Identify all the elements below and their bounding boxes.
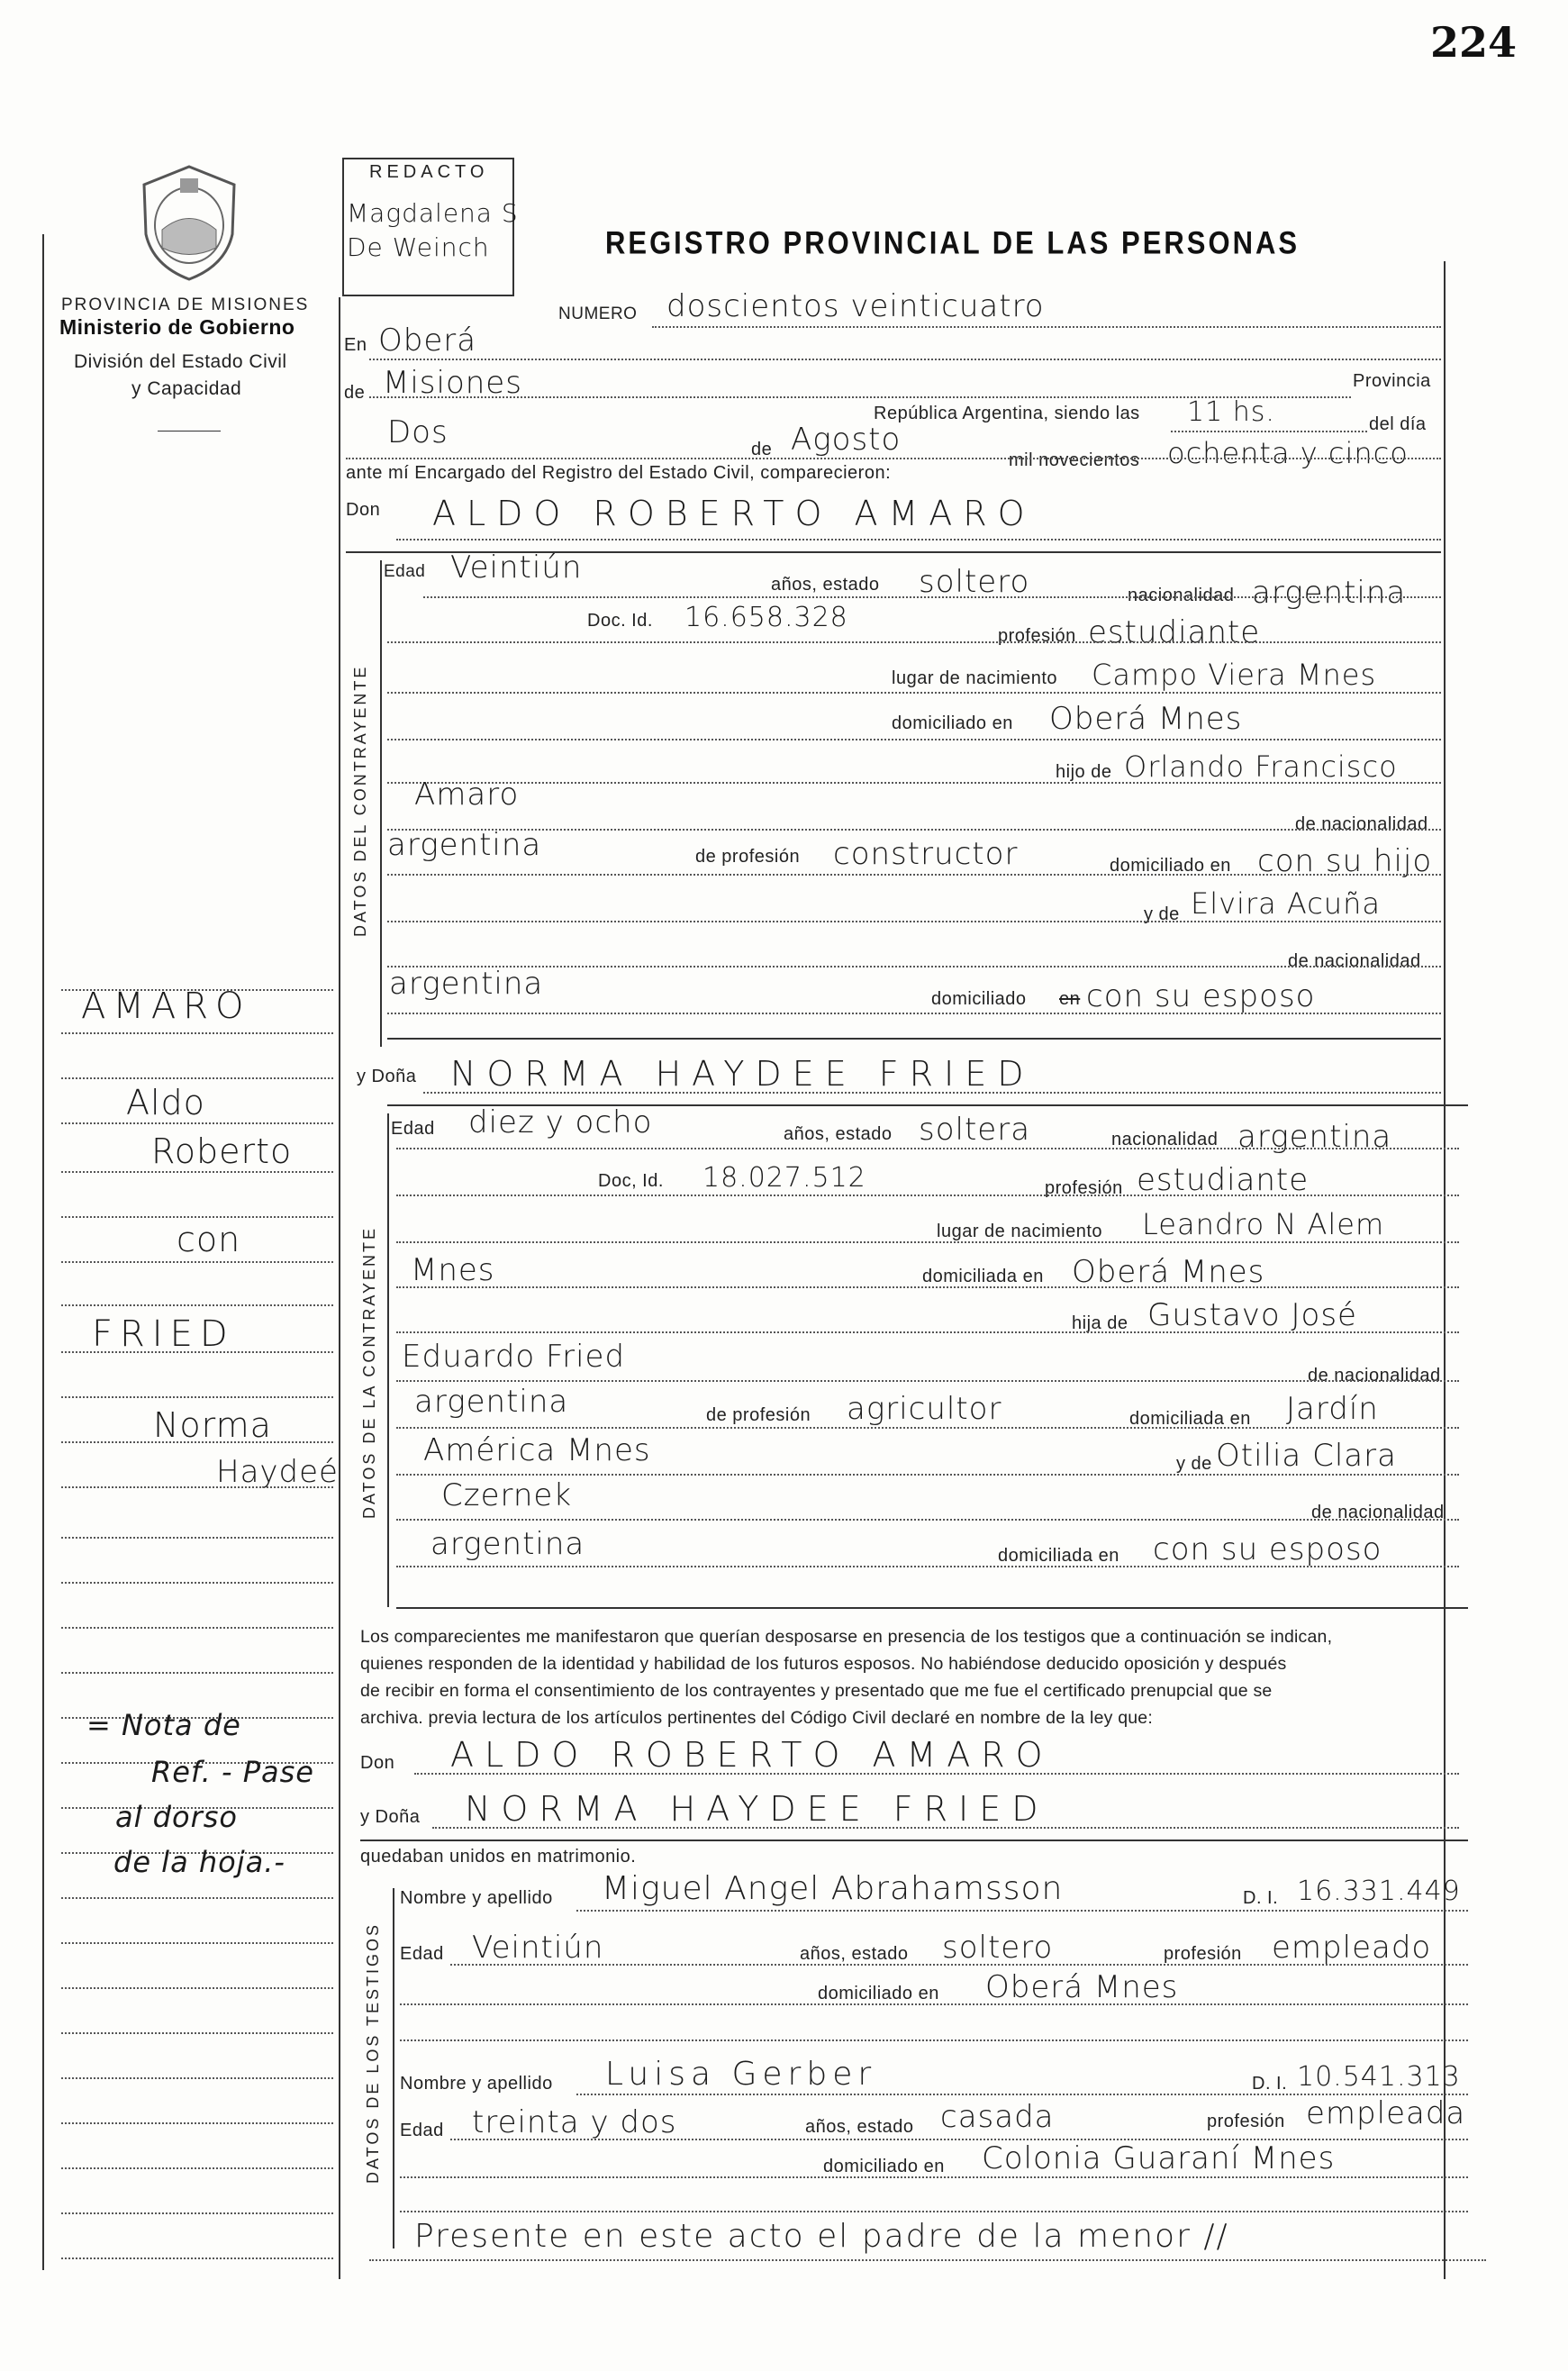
f-edad-line xyxy=(396,1148,1459,1149)
f-madre-domiciliada-label: domiciliada en xyxy=(998,1546,1119,1566)
f-lugar-nac-label: lugar de nacimiento xyxy=(937,1222,1103,1241)
decl-dona-label: y Doña xyxy=(360,1807,421,1827)
declaracion-line1: Los comparecientes me manifestaron que querían desposarse en presencia de los testigos que a continuación se indican, xyxy=(360,1627,1333,1647)
provincia-label: Provincia xyxy=(1353,371,1431,391)
provincial-seal-icon xyxy=(135,162,243,288)
margin-apellido1: AMARO xyxy=(81,986,251,1027)
margin-nombre1-line2: Roberto xyxy=(151,1131,293,1171)
t1-di-value: 16.331.449 xyxy=(1297,1876,1461,1907)
c-padre-line2: Amaro xyxy=(414,777,520,813)
division-line2: y Capacidad xyxy=(131,378,242,399)
f-lugar-line xyxy=(396,1241,1459,1243)
c-edad-line xyxy=(423,596,1441,598)
c-anios-estado-label: años, estado xyxy=(771,575,880,595)
declaracion-line3: de recibir en forma el consentimiento de los contrayentes y presentado que me fue el certificado prenupcial que se xyxy=(360,1681,1273,1701)
c-padre-profesion-label: de profesión xyxy=(695,847,801,867)
margin-line-9 xyxy=(61,1351,333,1353)
redacto-name-line2: De Weinch xyxy=(347,232,490,262)
don-line xyxy=(396,539,1441,541)
f-y-de-label: y de xyxy=(1176,1454,1212,1474)
f-nacionalidad-label: nacionalidad xyxy=(1111,1130,1219,1149)
margin-line-3 xyxy=(61,1077,333,1079)
c-profesion-value: estudiante xyxy=(1088,614,1261,650)
hora-value: 11 hs. xyxy=(1187,396,1275,428)
decl-dona-value: NORMA HAYDEE FRIED xyxy=(465,1789,1049,1829)
margin-line-29 xyxy=(61,2257,333,2259)
contrayente-section-label: DATOS DEL CONTRAYENTE xyxy=(351,664,369,937)
margin-nombre2-line1: Norma xyxy=(153,1405,272,1445)
decl-don-value: ALDO ROBERTO AMARO xyxy=(450,1735,1054,1775)
t1-domicilio-value: Oberá Mnes xyxy=(985,1969,1179,2005)
provincia-value: Misiones xyxy=(383,365,522,401)
t1-nombre-line xyxy=(576,1910,1468,1912)
numero-value: doscientos veinticuatro xyxy=(666,288,1045,324)
c-doc-line xyxy=(387,641,1441,643)
de-mes-label: de xyxy=(751,440,773,459)
redacto-name-line1: Magdalena S xyxy=(347,198,519,228)
t2-nombre-value: Luisa Gerber xyxy=(605,2056,877,2093)
margin-line-2 xyxy=(61,1032,333,1034)
margin-line-15 xyxy=(61,1627,333,1629)
margin-line-27 xyxy=(61,2167,333,2169)
fecha-line xyxy=(346,458,1441,459)
nota-final: Presente en este acto el padre de la menor // xyxy=(414,2218,1229,2255)
c-hijo-line xyxy=(387,782,1441,784)
c-padre-nacionalidad-label: de nacionalidad xyxy=(1295,814,1428,834)
f-section-end-line xyxy=(396,1607,1468,1609)
f-lugar-nac-line2: Mnes xyxy=(411,1252,495,1288)
c-edad-value: Veintiún xyxy=(450,550,583,586)
c-lugar-line xyxy=(387,692,1441,694)
c-nacionalidad-value: argentina xyxy=(1252,575,1407,611)
dia-value: Dos xyxy=(387,414,449,450)
f-doc-label: Doc, Id. xyxy=(598,1171,664,1191)
t2-edad-label: Edad xyxy=(400,2121,444,2140)
f-madre-dom-line xyxy=(396,1566,1459,1567)
decl-dona-line xyxy=(432,1827,1459,1829)
en-line xyxy=(369,359,1441,360)
t2-anios-estado-label: años, estado xyxy=(805,2117,914,2137)
f-padre-nac-line xyxy=(396,1380,1459,1382)
c-padre-prof-line xyxy=(387,874,1441,876)
t2-nombre-label: Nombre y apellido xyxy=(400,2074,553,2094)
margin-column-line xyxy=(339,297,340,2279)
numero-label: NUMERO xyxy=(558,304,638,323)
decl-don-line xyxy=(414,1773,1459,1775)
margin-nombre1-line1: Aldo xyxy=(126,1083,205,1122)
margin-nota-line3: al dorso xyxy=(115,1800,238,1834)
document-title: REGISTRO PROVINCIAL DE LAS PERSONAS xyxy=(605,224,1301,261)
margin-line-5 xyxy=(61,1171,333,1173)
c-madre-value: Elvira Acuña xyxy=(1191,886,1381,921)
decl-dona-underline xyxy=(360,1840,1468,1841)
f-estado-value: soltera xyxy=(919,1112,1031,1148)
f-madre-nac-label: de nacionalidad xyxy=(1311,1503,1445,1522)
mes-value: Agosto xyxy=(791,422,902,458)
margin-line-23 xyxy=(61,1987,333,1989)
declaracion-line2: quienes responden de la identidad y habilidad de los futuros esposos. No habiéndose deducido oposición y después xyxy=(360,1654,1287,1674)
t1-profesion-value: empleado xyxy=(1272,1930,1432,1966)
testigos-bracket xyxy=(393,1888,394,2248)
redacto-label: REDACTO xyxy=(369,162,489,182)
division-line1: División del Estado Civil xyxy=(74,351,287,372)
c-madre-domiciliado-label: domiciliado xyxy=(931,989,1027,1009)
c-padre-domiciliado-label: domiciliado en xyxy=(1110,856,1231,876)
contrayente-f-bracket xyxy=(387,1113,389,1607)
margin-line-14 xyxy=(61,1582,333,1584)
testigos-section-label: DATOS DE LOS TESTIGOS xyxy=(364,1921,382,2184)
f-domiciliada-label: domiciliada en xyxy=(922,1267,1044,1286)
margin-nota-line4: de la hoja.- xyxy=(113,1845,286,1879)
f-doc-value: 18.027.512 xyxy=(702,1162,866,1194)
c-madre-nacionalidad: argentina xyxy=(389,966,544,1002)
c-madre-dom-line xyxy=(387,1013,1441,1014)
f-padre-profesion-label: de profesión xyxy=(706,1405,811,1425)
t1-nombre-value: Miguel Angel Abrahamsson xyxy=(602,1870,1064,1907)
t2-edad-value: treinta y dos xyxy=(472,2104,677,2140)
hora-line xyxy=(1171,431,1367,432)
ante-text: ante mí Encargado del Registro del Estado Civil, comparecieron: xyxy=(346,463,892,483)
don-value: ALDO ROBERTO AMARO xyxy=(432,494,1036,533)
republica-text: República Argentina, siendo las xyxy=(874,404,1140,423)
margin-line-7 xyxy=(61,1261,333,1263)
t2-domicilio-value: Colonia Guaraní Mnes xyxy=(982,2140,1336,2176)
margin-line-22 xyxy=(61,1942,333,1944)
f-padre-domiciliada-label: domiciliada en xyxy=(1129,1409,1251,1429)
left-edge-line xyxy=(42,234,44,2270)
f-profesion-value: estudiante xyxy=(1137,1162,1310,1198)
t2-profesion-label: profesión xyxy=(1207,2112,1285,2131)
f-padre-nacionalidad: argentina xyxy=(414,1384,569,1420)
c-lugar-nac-label: lugar de nacimiento xyxy=(892,668,1058,688)
margin-line-13 xyxy=(61,1537,333,1539)
c-nacionalidad-label: nacionalidad xyxy=(1128,586,1235,605)
de-label: de xyxy=(344,383,366,403)
don-label: Don xyxy=(346,500,381,520)
c-padre-domicilio: con su hijo xyxy=(1257,843,1433,879)
margin-nombre2-line2: Haydeé xyxy=(216,1454,339,1490)
f-padre-domicilio-line2: América Mnes xyxy=(423,1432,651,1468)
f-dona-line xyxy=(423,1092,1441,1094)
t1-domicilio-line xyxy=(400,2003,1468,2005)
t2-di-value: 10.541.313 xyxy=(1297,2061,1461,2093)
t2-blank-line xyxy=(400,2211,1468,2212)
t1-di-label: D. I. xyxy=(1243,1888,1279,1908)
nota-final-line xyxy=(369,2259,1486,2261)
margin-line-24 xyxy=(61,2032,333,2034)
f-madre-line1: Otilia Clara xyxy=(1216,1438,1397,1474)
c-profesion-label: profesión xyxy=(998,626,1076,646)
margin-line-10 xyxy=(61,1396,333,1398)
t2-profesion-value: empleada xyxy=(1306,2095,1466,2131)
margin-line-28 xyxy=(61,2212,333,2214)
c-hijo-de-label: hijo de xyxy=(1056,762,1112,782)
declaracion-line4: archiva. previa lectura de los artículos pertinentes del Código Civil declaré en nombre de la ley que: xyxy=(360,1708,1153,1728)
margin-apellido2: FRIED xyxy=(92,1313,235,1355)
c-domicilio-line xyxy=(387,739,1441,740)
margin-line-4 xyxy=(61,1122,333,1124)
f-nacionalidad-value: argentina xyxy=(1237,1119,1392,1155)
c-doc-label: Doc. Id. xyxy=(587,611,653,631)
contrayente-bracket xyxy=(380,560,382,1047)
c-madre-line xyxy=(387,921,1441,922)
f-padre-line1: Gustavo José xyxy=(1147,1297,1357,1333)
f-lugar-nac-line1: Leandro N Alem xyxy=(1142,1207,1385,1241)
c-padre-nac-line xyxy=(387,829,1441,831)
c-padre-line1: Orlando Francisco xyxy=(1124,749,1398,784)
page-number: 224 xyxy=(1430,18,1518,67)
f-doc-line xyxy=(396,1195,1459,1196)
t1-nombre-label: Nombre y apellido xyxy=(400,1888,553,1908)
header-divider xyxy=(158,431,221,432)
t1-anios-estado-label: años, estado xyxy=(800,1944,909,1964)
c-madre-domicilio-strike: en xyxy=(1059,989,1081,1009)
c-section-end-line xyxy=(387,1038,1441,1040)
margin-line-26 xyxy=(61,2122,333,2124)
t1-edad-value: Veintiún xyxy=(472,1930,604,1966)
en-label: En xyxy=(344,335,367,355)
f-padre-domicilio-line1: Jardín xyxy=(1286,1391,1379,1427)
right-edge-line xyxy=(1444,261,1446,2279)
c-doc-value: 16.658.328 xyxy=(684,602,848,633)
f-domicilio-line xyxy=(396,1286,1459,1288)
c-domicilio-value: Oberá Mnes xyxy=(1049,701,1243,737)
f-madre-nacionalidad: argentina xyxy=(431,1526,585,1562)
margin-line-21 xyxy=(61,1897,333,1899)
margin-nota-line1: = Nota de xyxy=(86,1708,241,1742)
f-edad-value: diez y ocho xyxy=(468,1104,653,1140)
c-madre-nac-label: de nacionalidad xyxy=(1288,951,1421,971)
province-name: PROVINCIA DE MISIONES xyxy=(61,295,310,314)
f-domicilio-value: Oberá Mnes xyxy=(1072,1254,1265,1290)
t2-di-label: D. I. xyxy=(1252,2074,1288,2094)
decl-don-label: Don xyxy=(360,1753,395,1773)
f-madre-line2: Czernek xyxy=(441,1477,573,1513)
c-y-de-label: y de xyxy=(1144,904,1180,924)
f-anios-estado-label: años, estado xyxy=(784,1124,893,1144)
t2-estado-value: casada xyxy=(940,2099,1055,2135)
margin-line-25 xyxy=(61,2077,333,2079)
f-dona-value: NORMA HAYDEE FRIED xyxy=(450,1054,1035,1094)
f-padre-nac-label: de nacionalidad xyxy=(1308,1366,1441,1385)
margin-line-16 xyxy=(61,1672,333,1674)
c-madre-domicilio: con su esposo xyxy=(1086,978,1316,1014)
ministry-name: Ministerio de Gobierno xyxy=(59,315,295,339)
c-madre-nac-line xyxy=(387,966,1441,967)
t1-edad-line xyxy=(450,1964,1468,1966)
margin-line-8 xyxy=(61,1304,333,1306)
f-padre-prof-line xyxy=(396,1427,1459,1429)
t2-domicilio-line xyxy=(400,2176,1468,2178)
del-dia-label: del día xyxy=(1369,414,1427,434)
decl-unidos: quedaban unidos en matrimonio. xyxy=(360,1847,637,1867)
f-hija-line xyxy=(396,1331,1459,1333)
c-estado-value: soltero xyxy=(919,564,1030,600)
numero-line xyxy=(652,326,1441,328)
margin-line-6 xyxy=(61,1216,333,1218)
c-lugar-nac-value: Campo Viera Mnes xyxy=(1092,658,1377,692)
margin-nota-line2: Ref. - Pase xyxy=(151,1755,314,1789)
c-domiciliado-label: domiciliado en xyxy=(892,713,1013,733)
en-value: Oberá xyxy=(378,322,477,359)
t2-domiciliado-label: domiciliado en xyxy=(823,2157,945,2176)
mil-label: mil novecientos xyxy=(1009,450,1140,470)
t1-estado-value: soltero xyxy=(942,1930,1054,1966)
margin-line-11 xyxy=(61,1441,333,1443)
f-padre-profesion: agricultor xyxy=(847,1391,1002,1427)
t1-profesion-label: profesión xyxy=(1164,1944,1242,1964)
t1-edad-label: Edad xyxy=(400,1944,444,1964)
contrayente-f-section-label: DATOS DE LA CONTRAYENTE xyxy=(360,1225,378,1519)
f-edad-label: Edad xyxy=(391,1119,435,1139)
t1-domiciliado-label: domiciliado en xyxy=(818,1984,939,2003)
f-madre-domicilio: con su esposo xyxy=(1153,1531,1382,1567)
f-hija-de-label: hija de xyxy=(1072,1313,1128,1333)
f-dona-label: y Doña xyxy=(357,1067,417,1086)
f-padre-line2: Eduardo Fried xyxy=(402,1339,626,1375)
margin-con: con xyxy=(177,1220,241,1259)
f-profesion-label: profesión xyxy=(1045,1178,1123,1198)
anio-value: ochenta y cinco xyxy=(1167,436,1409,470)
f-madre-nac-line xyxy=(396,1519,1459,1521)
c-padre-nacionalidad: argentina xyxy=(387,827,542,863)
t1-blank-line xyxy=(400,2039,1468,2041)
c-padre-profesion: constructor xyxy=(833,836,1019,872)
c-edad-label: Edad xyxy=(384,562,426,581)
margin-line-12 xyxy=(61,1486,333,1488)
f-madre-line xyxy=(396,1474,1459,1476)
